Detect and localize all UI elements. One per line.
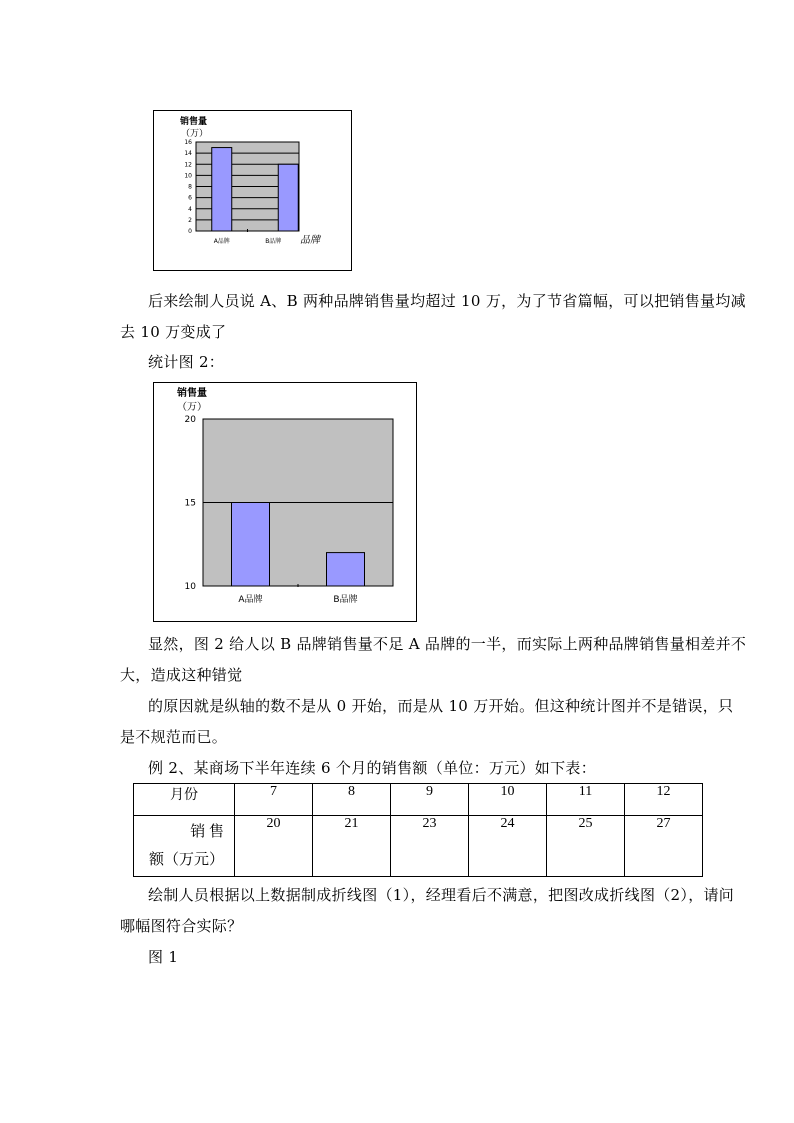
y-tick-label: 14 [184, 150, 192, 158]
caption-chart-2: 统计图 2： [148, 353, 225, 371]
x-tick-label: A品牌 [238, 595, 263, 605]
y-axis-label: 销售量 [180, 117, 208, 127]
table-cell: 24 [469, 816, 547, 877]
y-tick-label: 2 [188, 216, 192, 224]
sales-table [133, 783, 703, 877]
paragraph-1-line-2: 去 10 万变成了 [120, 323, 227, 341]
table-cell: 23 [391, 816, 469, 877]
table-header-sales-line-2: 额（万元） [148, 852, 224, 868]
paragraph-4-line-1: 绘制人员根据以上数据制成折线图（1），经理看后不满意，把图改成折线图（2），请问 [148, 886, 735, 904]
table-cell: 27 [625, 816, 703, 877]
y-axis-label: 销售量 [177, 388, 207, 399]
paragraph-3-line-2: 是不规范而已。 [120, 728, 228, 746]
table-cell: 12 [625, 784, 703, 816]
table-cell: 7 [235, 784, 313, 816]
table-cell: 21 [313, 816, 391, 877]
paragraph-1-line-1: 后来绘制人员说 A、B 两种品牌销售量均超过 10 万，为了节省篇幅，可以把销售量均减 [148, 292, 746, 310]
y-tick-label: 8 [188, 183, 192, 191]
x-axis-label: 品牌 [300, 235, 320, 246]
table-cell: 11 [547, 784, 625, 816]
chart-2-svg [154, 383, 416, 621]
bar [278, 164, 298, 231]
chart-2 [153, 382, 417, 622]
paragraph-4-line-2: 哪幅图符合实际？ [120, 917, 243, 935]
y-tick-label: 6 [188, 194, 192, 202]
table-row-months [134, 784, 703, 816]
bar [212, 148, 232, 231]
y-tick-label: 0 [188, 228, 192, 236]
x-tick-label: B品牌 [333, 595, 358, 605]
table-header-month: 月份 [134, 784, 235, 816]
x-tick-label: A品牌 [213, 238, 230, 245]
y-axis-unit: （万） [181, 129, 209, 139]
figure-1-caption: 图 1 [148, 948, 179, 966]
y-tick-label: 12 [184, 161, 192, 169]
y-tick-label: 10 [184, 582, 196, 593]
bar [327, 553, 365, 586]
example-2-intro: 例 2、某商场下半年连续 6 个月的销售额（单位：万元）如下表： [148, 759, 596, 777]
chart-1-svg [154, 111, 351, 270]
chart-1 [153, 110, 352, 271]
table-cell: 10 [469, 784, 547, 816]
table-cell: 25 [547, 816, 625, 877]
y-axis-unit: （万） [177, 402, 207, 413]
table-cell: 20 [235, 816, 313, 877]
y-tick-label: 16 [184, 139, 192, 147]
y-tick-label: 15 [184, 498, 196, 509]
y-tick-label: 4 [188, 205, 192, 213]
y-tick-label: 10 [184, 172, 192, 180]
table-row-sales [134, 816, 703, 877]
bar [232, 503, 270, 587]
paragraph-3-line-1: 的原因就是纵轴的数不是从 0 开始，而是从 10 万开始。但这种统计图并不是错误，只 [148, 697, 734, 715]
table-header-sales [134, 816, 235, 877]
table-cell: 8 [313, 784, 391, 816]
table-cell: 9 [391, 784, 469, 816]
y-tick-label: 20 [184, 415, 196, 426]
paragraph-2-line-2: 大，造成这种错觉 [120, 666, 243, 684]
x-tick-label: B品牌 [265, 238, 282, 245]
table-header-sales-line-1: 销 售 [190, 824, 224, 840]
paragraph-2-line-1: 显然，图 2 给人以 B 品牌销售量不足 A 品牌的一半，而实际上两种品牌销售量相差并不 [148, 635, 747, 653]
